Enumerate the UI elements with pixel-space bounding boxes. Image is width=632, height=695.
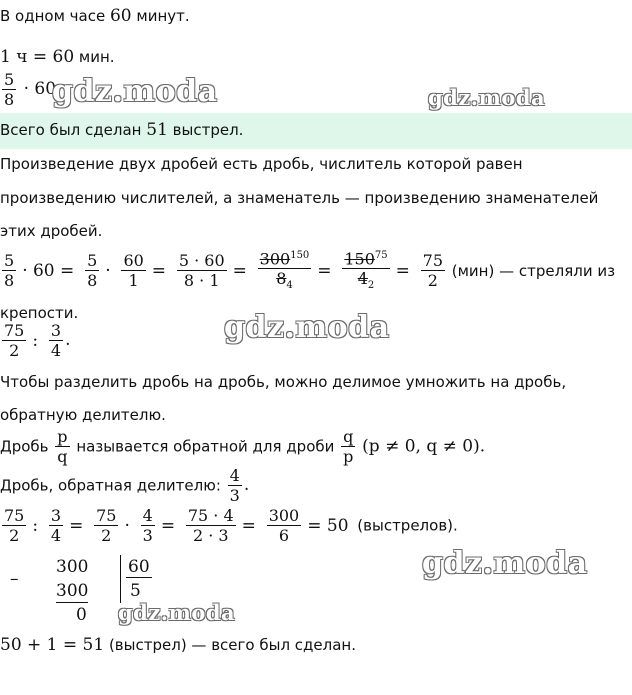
fraction: $\frac{5}{8}$ <box>4 70 15 109</box>
line-fraction-times-60: $\frac{5}{8}$ · 60. <box>4 70 62 109</box>
reciprocal-definition: Дробь $\frac{p}{q}$ называется обратной для дроби $\frac{q}{p}$ (p ≠ 0, q ≠ 0). <box>0 427 486 466</box>
watermark-logo: gdz.moda <box>224 310 390 345</box>
equation-division: $\frac{75}{2}$ : $\frac{3}{4}$ . <box>4 321 71 360</box>
line-total-shots: Всего был сделан 51 выстрел. <box>0 120 244 140</box>
line-hour-equals: 1 ч = 60 мин. <box>0 47 115 67</box>
rule-text-2: произведению числителей, а знаменатель — произведению знаменателей <box>0 189 599 207</box>
watermark-logo: gdz.moda <box>428 85 546 110</box>
rule-text-1: Произведение двух дробей есть дробь, числитель которой равен <box>0 155 523 173</box>
division-rule-2: обратную делителю. <box>0 406 166 424</box>
final-answer: 50 + 1 = 51 (выстрел) — всего был сделан. <box>0 635 356 655</box>
watermark-logo: gdz.moda <box>422 546 588 581</box>
equation-multiplication: $\frac{5}{8}$ · 60 = $\frac{5}{8}$ · $\frac{60}{1}$ = $\frac{5 \cdot 60}{8 \cdot 1}$ = $\frac{300^{150}}{8_4}$ = $\frac{150^{75}}{4_2}$ = $\frac{75}{2}$ (мин) — стреляли из <box>0 246 615 296</box>
watermark-logo: gdz.moda <box>52 74 218 109</box>
line-fortress: крепости. <box>0 304 79 322</box>
rule-text-3: этих дробей. <box>0 222 103 240</box>
division-rule-1: Чтобы разделить дробь на дробь, можно делимое умножить на дробь, <box>0 373 567 391</box>
long-division: – 300 300 0 60 5 <box>10 557 150 625</box>
reciprocal-of-divisor: Дробь, обратная делителю: $\frac{4}{3}$ . <box>0 466 250 505</box>
equation-result: $\frac{75}{2}$ : $\frac{3}{4}$ = $\frac{75}{2}$ · $\frac{4}{3}$ = $\frac{75 \cdot 4}{2 \cdot 3}$ = $\frac{300}{6}$ = 50 (выстрелов). <box>4 506 458 545</box>
line-minutes-in-hour: В одном часе 60 минут. <box>0 6 190 26</box>
watermark-logo: gdz.moda <box>118 600 236 625</box>
